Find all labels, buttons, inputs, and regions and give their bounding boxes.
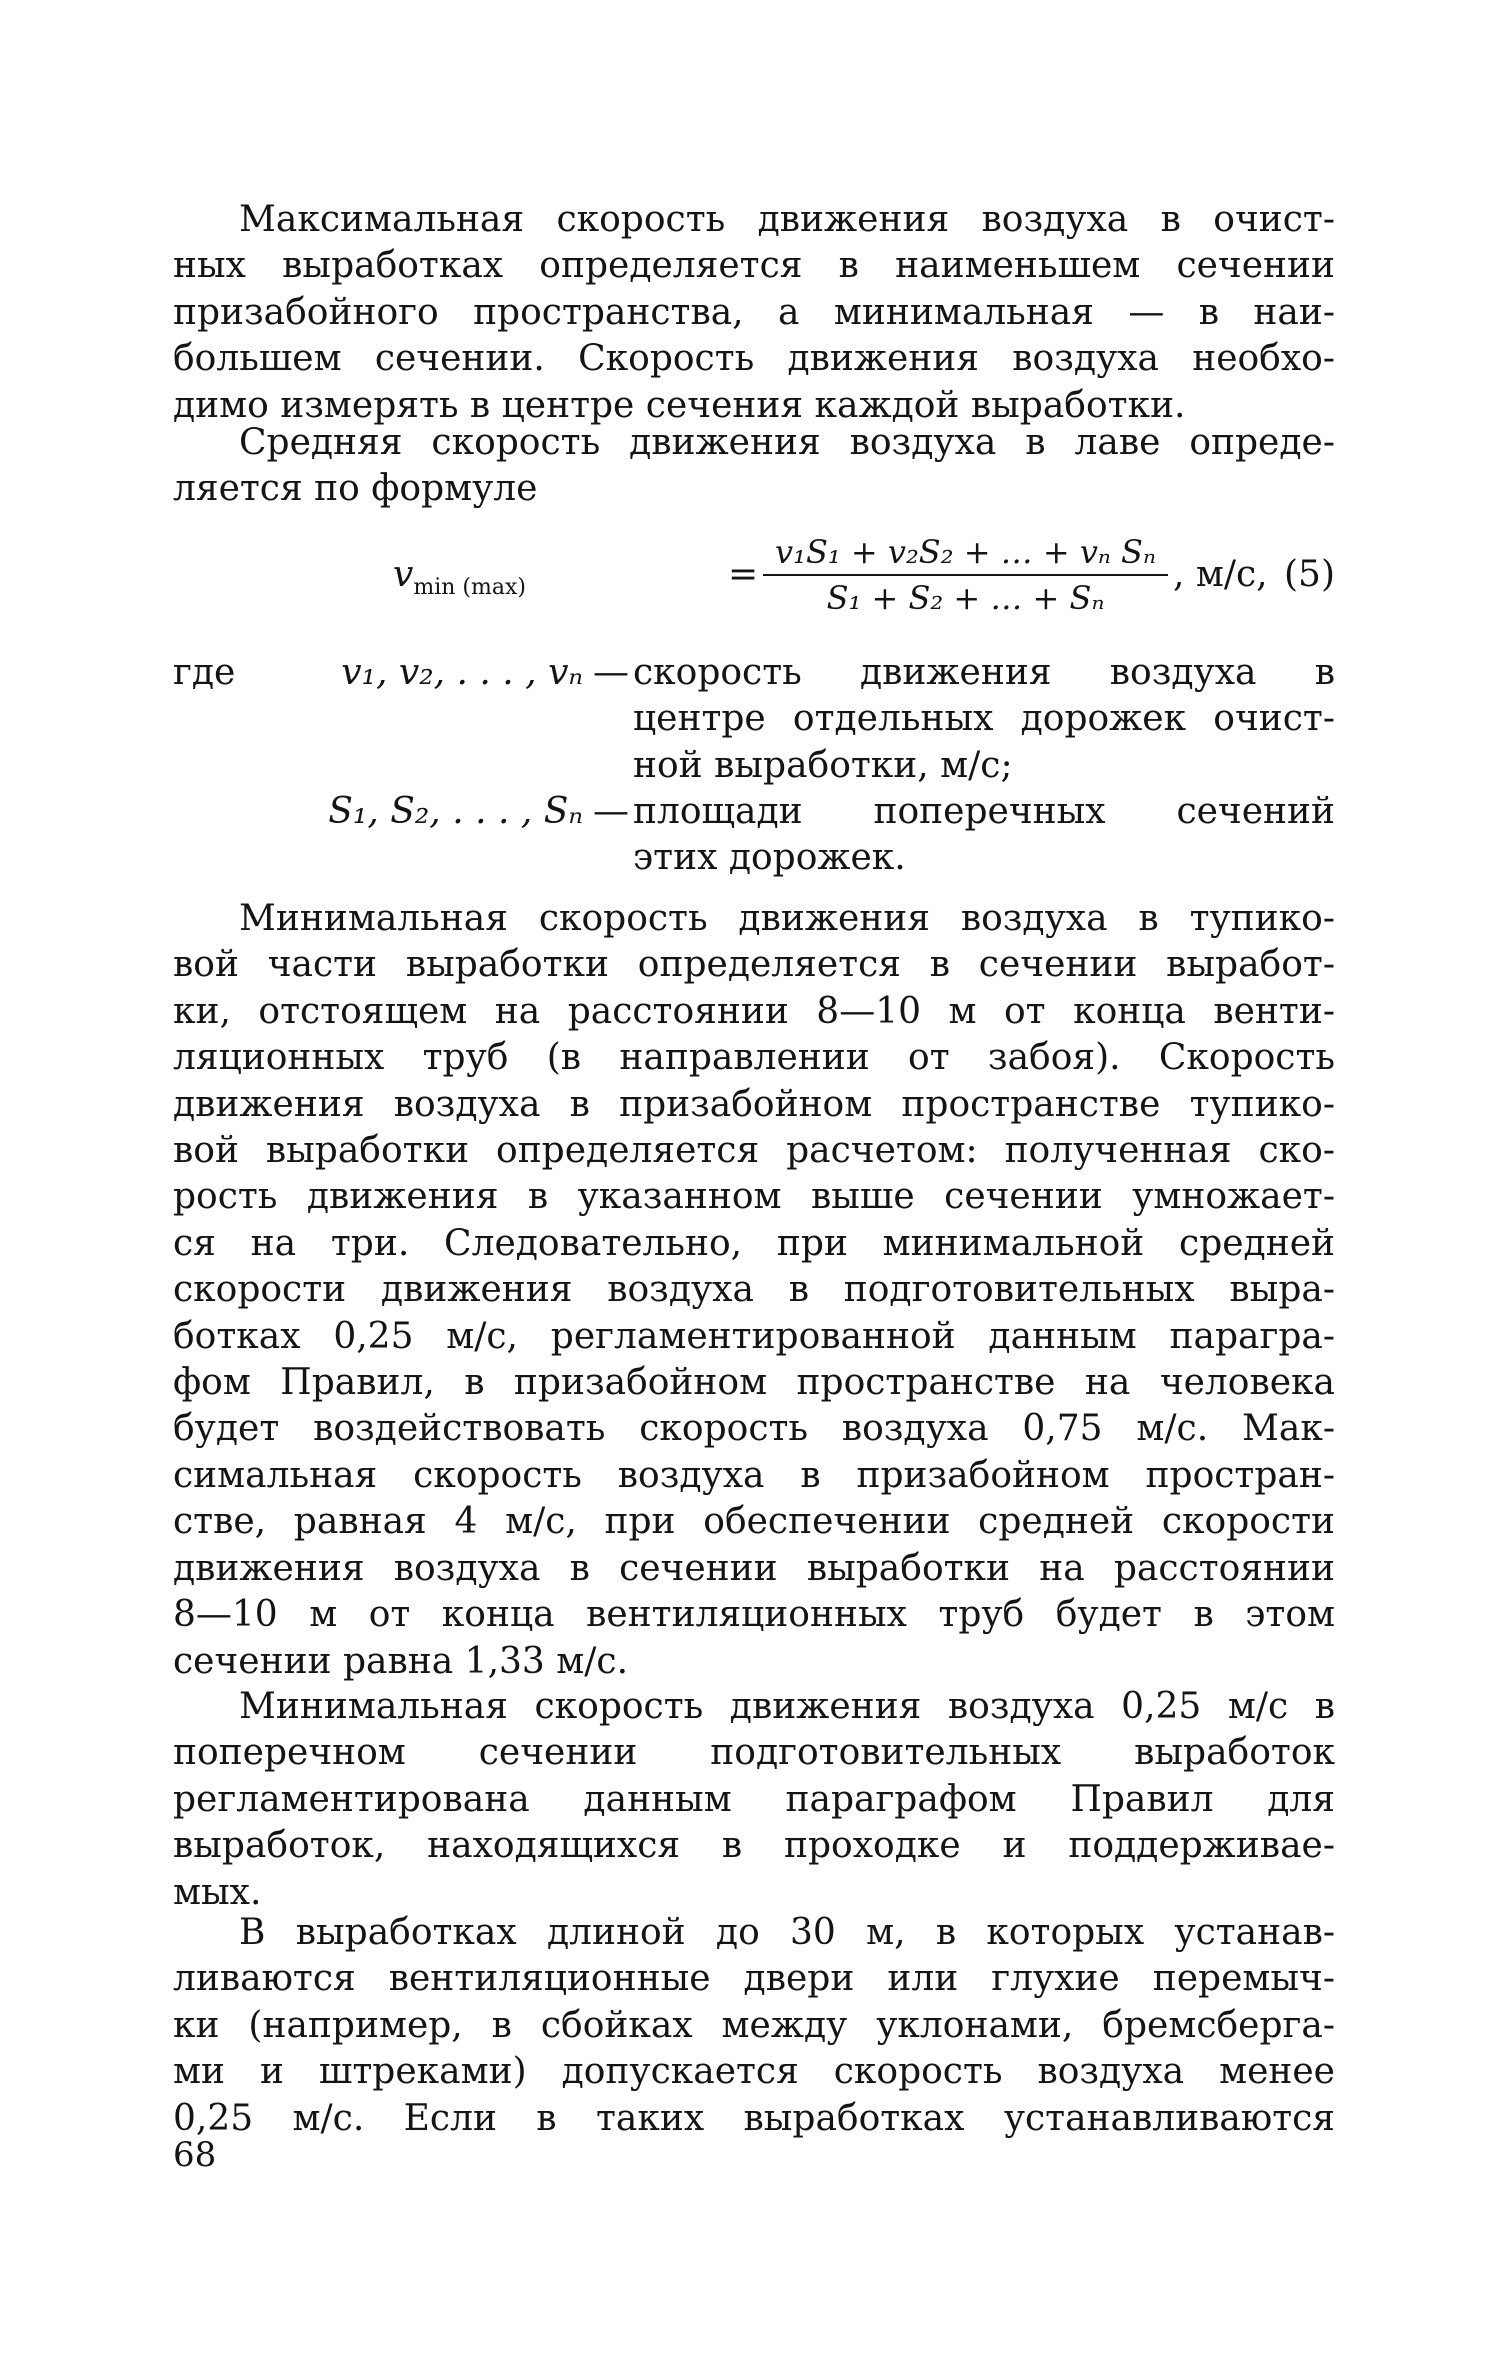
text-line: призабойного пространства, а минимальная — в наи- bbox=[173, 291, 1335, 333]
variable-v-list: v₁, v₂, . . . , vₙ bbox=[341, 652, 583, 693]
definition-v bbox=[633, 650, 1335, 789]
text-line: движения воздуха в призабойном пространстве тупико- bbox=[173, 1083, 1335, 1125]
paragraph-5-text bbox=[173, 1910, 1335, 2142]
paragraph-3 bbox=[173, 896, 1335, 1685]
text-line: ки (например, в сбойках между уклонами, бремсберга- bbox=[173, 2004, 1335, 2046]
paragraph-1 bbox=[173, 197, 1335, 429]
formula-lhs: $v_{min (max)}$ bbox=[393, 554, 526, 601]
paragraph-3-text bbox=[173, 896, 1335, 1685]
formula-5 bbox=[173, 530, 1335, 640]
text-line: этих дорожек. bbox=[633, 837, 906, 879]
text-line: будет воздействовать скорость воздуха 0,75 м/с. Мак- bbox=[173, 1408, 1335, 1450]
page-number: 68 bbox=[173, 2135, 217, 2175]
text-line: скорости движения воздуха в подготовительных выра- bbox=[173, 1269, 1335, 1311]
text-line: ки, отстоящем на расстоянии 8—10 м от конца венти- bbox=[173, 990, 1335, 1032]
formula-unit: , м/с, bbox=[1173, 554, 1268, 595]
text-line: ся на три. Следовательно, при минимальной средней bbox=[173, 1222, 1335, 1264]
text-line: мых. bbox=[173, 1871, 262, 1913]
where-label: где bbox=[173, 652, 236, 693]
paragraph-2-text bbox=[173, 420, 1335, 513]
definition-dash: — bbox=[593, 791, 629, 832]
definition-s bbox=[633, 789, 1335, 882]
paragraph-5 bbox=[173, 1910, 1335, 2142]
text-line: рость движения в указанном выше сечении умножает- bbox=[173, 1176, 1335, 1218]
text-line: димо измерять в центре сечения каждой выработки. bbox=[173, 384, 1186, 426]
formula-number: (5) bbox=[1284, 554, 1335, 595]
text-line: симальная скорость воздуха в призабойном простран- bbox=[173, 1454, 1335, 1496]
paragraph-2 bbox=[173, 420, 1335, 513]
text-line: ной выработки, м/с; bbox=[633, 744, 1013, 786]
text-line: вой части выработки определяется в сечении выработ- bbox=[173, 944, 1335, 986]
text-line: движения воздуха в сечении выработки на расстоянии bbox=[173, 1547, 1335, 1589]
text-line: ми и штреками) допускается скорость воздуха менее bbox=[173, 2051, 1335, 2093]
text-line: фом Правил, в призабойном пространстве на человека bbox=[173, 1362, 1335, 1404]
text-line: поперечном сечении подготовительных выработок bbox=[173, 1732, 1335, 1774]
text-line: ляционных труб (в направлении от забоя). Скорость bbox=[173, 1037, 1335, 1079]
text-line: центре отдельных дорожек очист- bbox=[633, 698, 1335, 740]
text-line: сечении равна 1,33 м/с. bbox=[173, 1640, 629, 1682]
formula-fraction bbox=[763, 530, 1168, 620]
text-line: Минимальная скорость движения воздуха 0,25 м/с в bbox=[239, 1686, 1335, 1727]
definition-dash: — bbox=[593, 652, 629, 693]
formula-equals: = bbox=[728, 554, 759, 595]
paragraph-4-text bbox=[173, 1684, 1335, 1916]
text-line: ляется по формуле bbox=[173, 468, 538, 510]
text-line: Максимальная скорость движения воздуха в очист- bbox=[239, 199, 1335, 240]
text-line: ливаются вентиляционные двери или глухие перемыч- bbox=[173, 1958, 1335, 2000]
text-line: ботках 0,25 м/с, регламентированной данным парагра- bbox=[173, 1315, 1335, 1357]
text-line: ных выработках определяется в наименьшем сечении bbox=[173, 245, 1335, 287]
text-line: В выработках длиной до 30 м, в которых устанав- bbox=[239, 1912, 1335, 1953]
formula-denominator: S₁ + S₂ + … + Sₙ bbox=[826, 579, 1105, 617]
text-line: 0,25 м/с. Если в таких выработках устанавливаются bbox=[173, 2097, 1335, 2139]
text-line: стве, равная 4 м/с, при обеспечении средней скорости bbox=[173, 1501, 1335, 1543]
text-line: Минимальная скорость движения воздуха в тупико- bbox=[239, 898, 1335, 939]
text-line: вой выработки определяется расчетом: полученная ско- bbox=[173, 1130, 1335, 1172]
text-line: выработок, находящихся в проходке и поддерживае- bbox=[173, 1825, 1335, 1867]
text-line: регламентирована данным параграфом Правил для bbox=[173, 1778, 1335, 1820]
paragraph-1-text bbox=[173, 197, 1335, 429]
text-line: площади поперечных сечений bbox=[633, 791, 1335, 832]
text-line: большем сечении. Скорость движения воздуха необхо- bbox=[173, 338, 1335, 380]
paragraph-4 bbox=[173, 1684, 1335, 1916]
variable-s-list: S₁, S₂, . . . , Sₙ bbox=[328, 791, 583, 832]
text-line: 8—10 м от конца вентиляционных труб будет в этом bbox=[173, 1594, 1335, 1636]
formula-numerator: v₁S₁ + v₂S₂ + … + vₙ Sₙ bbox=[763, 530, 1168, 576]
text-line: Средняя скорость движения воздуха в лаве опреде- bbox=[239, 422, 1335, 463]
text-line: скорость движения воздуха в bbox=[633, 652, 1335, 693]
